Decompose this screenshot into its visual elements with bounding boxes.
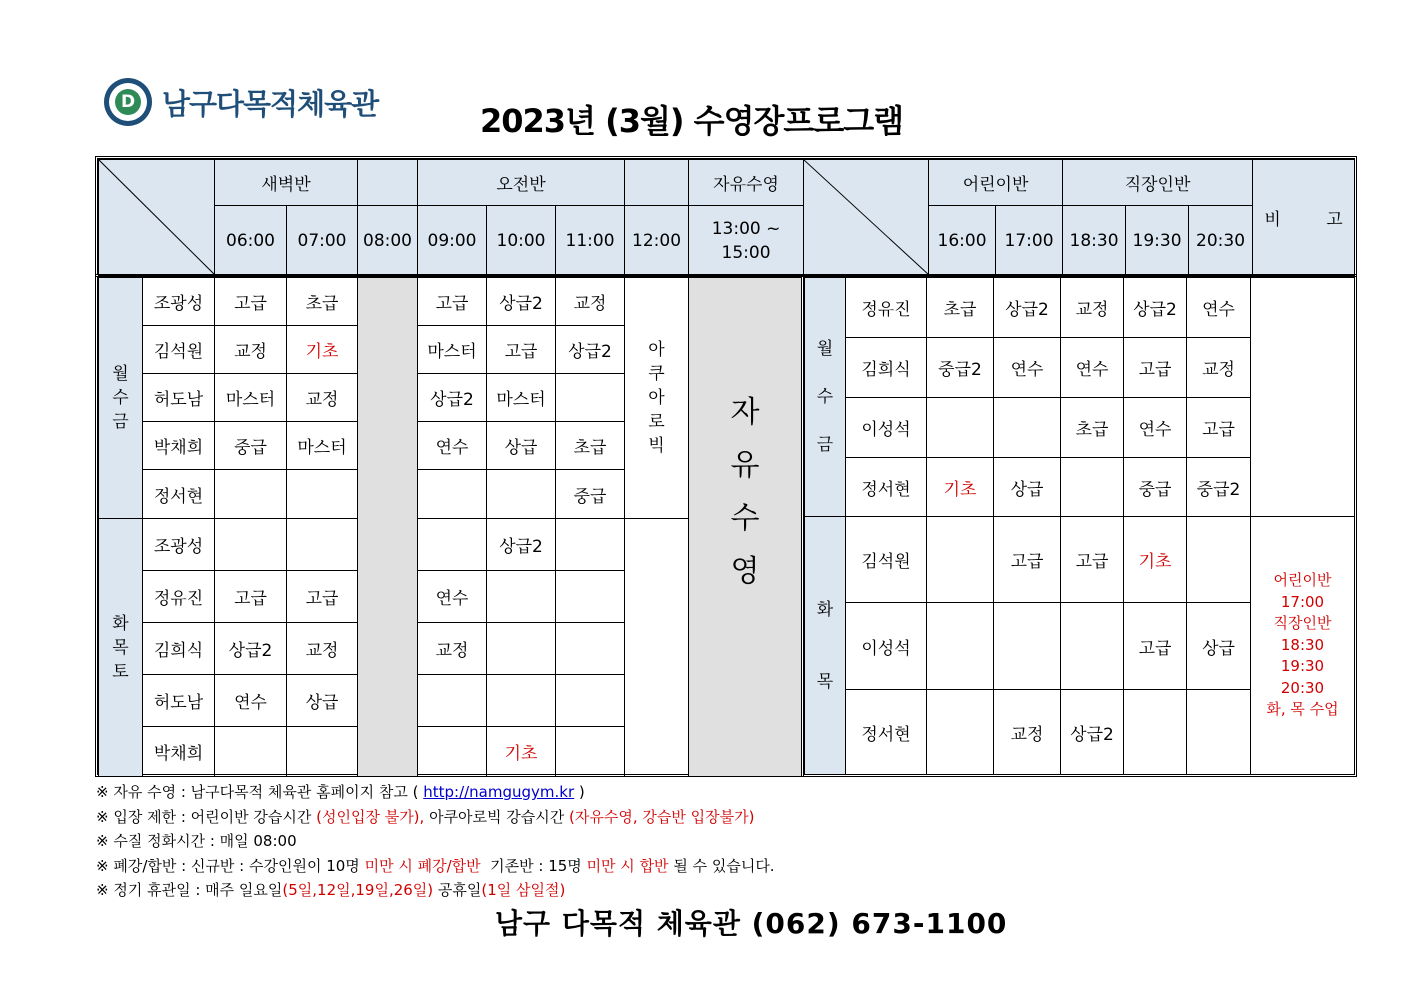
schedule-cell: 마스터 <box>487 374 556 422</box>
schedule-cell: 고급 <box>215 278 287 326</box>
instructor-name: 이성석 <box>846 603 927 690</box>
schedule-cell <box>215 470 287 519</box>
table-row <box>805 517 1355 603</box>
free-swim-cell: 자 유 수 영 <box>689 278 802 777</box>
morning-class-header: 오전반 <box>418 160 625 206</box>
instructor-name: 조광성 <box>143 519 215 571</box>
schedule-cell: 상급2 <box>1124 278 1187 338</box>
logo-name: 남구다목적체육관 <box>162 86 379 121</box>
remarks-header: 비 고 <box>1253 160 1355 276</box>
schedule-header <box>98 159 1355 276</box>
notes <box>96 780 775 903</box>
header-corner-left <box>99 160 215 276</box>
schedule-cell: 상급 <box>994 458 1061 517</box>
schedule-cell <box>215 727 287 777</box>
schedule-cell <box>487 470 556 519</box>
instructor-name: 박채희 <box>143 422 215 470</box>
day-label-mwf: 월 수 금 <box>805 278 846 517</box>
instructor-name: 김희식 <box>846 338 927 398</box>
note-highlight: (성인입장 불가), <box>316 807 425 826</box>
schedule-cell: 연수 <box>418 571 487 623</box>
schedule-cell: 상급 <box>287 675 358 727</box>
instructor-name: 김희식 <box>143 623 215 675</box>
time-header: 20:30 <box>1189 206 1253 276</box>
schedule-cell: 기초 <box>1124 517 1187 603</box>
schedule-cell <box>287 519 358 571</box>
schedule-cell <box>1124 690 1187 775</box>
instructor-name: 정서현 <box>846 690 927 775</box>
schedule-cell <box>418 727 487 777</box>
schedule-cell: 상급2 <box>487 278 556 326</box>
free-swim-header: 자유수영 <box>689 160 804 206</box>
schedule-cell: 교정 <box>287 623 358 675</box>
schedule-cell: 연수 <box>418 422 487 470</box>
note-water-treatment: ※ 수질 정화시간 : 매일 08:00 <box>96 832 297 850</box>
header-corner-right <box>804 160 929 276</box>
schedule-cell: 초급 <box>556 422 625 470</box>
schedule-cell: 중급 <box>215 422 287 470</box>
instructor-name: 정서현 <box>143 470 215 519</box>
schedule-cell: 고급 <box>1124 338 1187 398</box>
schedule-cell <box>1187 517 1251 603</box>
schedule-cell: 연수 <box>1124 398 1187 458</box>
schedule-cell <box>994 603 1061 690</box>
schedule-cell: 마스터 <box>287 422 358 470</box>
schedule-cell: 고급 <box>287 571 358 623</box>
instructor-name: 조광성 <box>143 278 215 326</box>
schedule-cell: 교정 <box>287 374 358 422</box>
schedule-cell <box>556 675 625 727</box>
time-header: 06:00 <box>215 206 287 276</box>
schedule-cell: 고급 <box>215 571 287 623</box>
schedule-cell: 교정 <box>418 623 487 675</box>
header-blank-1200 <box>625 160 689 206</box>
instructor-name: 김석원 <box>143 326 215 374</box>
schedule-cell <box>556 623 625 675</box>
free-swim-time: 13:00 ~ 15:00 <box>689 206 804 276</box>
schedule-cell <box>556 727 625 777</box>
day-label-tt: 화 목 <box>805 517 846 775</box>
schedule-cell: 상급 <box>1187 603 1251 690</box>
schedule-cell <box>1187 690 1251 775</box>
note-closed-days <box>96 878 775 903</box>
schedule-cell: 연수 <box>215 675 287 727</box>
schedule-cell: 상급2 <box>1061 690 1124 775</box>
schedule-cell <box>927 398 994 458</box>
schedule-cell <box>1061 603 1124 690</box>
schedule-cell: 교정 <box>1187 338 1251 398</box>
day-label-tts: 화 목 토 <box>99 519 143 777</box>
schedule-cell <box>1061 458 1124 517</box>
table-row <box>99 278 802 326</box>
header-blank-0800 <box>358 160 418 206</box>
schedule-cell <box>556 519 625 571</box>
schedule-cell: 교정 <box>1061 278 1124 338</box>
instructor-name: 박채희 <box>143 727 215 777</box>
schedule-cell <box>556 571 625 623</box>
homepage-link[interactable]: http://namgugym.kr <box>423 783 575 801</box>
left-schedule-table <box>98 277 802 777</box>
time-header: 16:00 <box>929 206 996 276</box>
schedule-cell: 고급 <box>418 278 487 326</box>
time-header: 09:00 <box>418 206 487 276</box>
time-header: 17:00 <box>996 206 1063 276</box>
instructor-name: 정유진 <box>846 278 927 338</box>
instructor-name: 허도남 <box>143 374 215 422</box>
schedule-cell: 고급 <box>1061 517 1124 603</box>
remarks-note: 어린이반 17:00 직장인반 18:30 19:30 20:30 화, 목 수업 <box>1251 517 1355 775</box>
note-free-swim <box>96 780 775 805</box>
schedule-cell <box>287 470 358 519</box>
schedule-cell <box>927 690 994 775</box>
dawn-class-header: 새벽반 <box>215 160 358 206</box>
schedule-cell: 마스터 <box>418 326 487 374</box>
logo <box>104 78 378 126</box>
schedule-cell: 중급2 <box>927 338 994 398</box>
table-row <box>805 278 1355 338</box>
schedule-cell: 중급2 <box>1187 458 1251 517</box>
schedule-cell: 고급 <box>487 326 556 374</box>
schedule-cell: 고급 <box>1124 603 1187 690</box>
schedule-cell: 상급2 <box>994 278 1061 338</box>
instructor-name: 정유진 <box>143 571 215 623</box>
remarks-blank <box>1251 278 1355 517</box>
schedule-cell: 교정 <box>556 278 625 326</box>
day-label-mwf: 월 수 금 <box>99 278 143 519</box>
schedule-cell <box>487 571 556 623</box>
note-text: ※ 정기 휴관일 : 매주 일요일 <box>96 881 283 899</box>
note-entry-restriction <box>96 805 775 830</box>
schedule-cell <box>418 675 487 727</box>
schedule-cell: 상급 <box>487 422 556 470</box>
instructor-name: 이성석 <box>846 398 927 458</box>
schedule-cell: 중급 <box>1124 458 1187 517</box>
schedule-cell <box>556 374 625 422</box>
time-header: 12:00 <box>625 206 689 276</box>
note-text: ※ 입장 제한 : 어린이반 강습시간 <box>96 807 317 826</box>
schedule-cell: 초급 <box>927 278 994 338</box>
schedule-cell <box>994 398 1061 458</box>
schedule-cell: 상급2 <box>418 374 487 422</box>
blank-1200 <box>625 519 689 777</box>
time-header: 19:30 <box>1126 206 1189 276</box>
schedule-cell: 기초 <box>287 326 358 374</box>
schedule-cell: 연수 <box>994 338 1061 398</box>
schedule-cell: 연수 <box>1187 278 1251 338</box>
aquarobic-cell: 아 쿠 아 로 빅 <box>625 278 689 519</box>
logo-emblem-icon: D <box>104 78 152 126</box>
page-title: 2023년 (3월) 수영장프로그램 <box>480 102 904 140</box>
schedule-cell <box>487 623 556 675</box>
footer-contact: 남구 다목적 체육관 (062) 673-1100 <box>495 907 1008 940</box>
schedule-cell: 고급 <box>1187 398 1251 458</box>
note-text: 공휴일 <box>433 881 482 899</box>
schedule-cell: 고급 <box>994 517 1061 603</box>
water-treatment-0800 <box>358 278 418 777</box>
note-text: 아쿠아로빅 강습시간 <box>424 807 570 826</box>
schedule-cell: 마스터 <box>215 374 287 422</box>
schedule-cell: 상급2 <box>487 519 556 571</box>
time-header: 07:00 <box>287 206 358 276</box>
schedule-cell: 기초 <box>487 727 556 777</box>
time-header: 11:00 <box>556 206 625 276</box>
note-text: 기존반 : 15명 <box>480 856 587 875</box>
schedule-cell <box>927 603 994 690</box>
note-text: ※ 자유 수영 : 남구다목적 체육관 홈페이지 참고 ( <box>96 783 424 801</box>
right-schedule-table <box>804 277 1355 775</box>
schedule-cell <box>927 517 994 603</box>
note-highlight: 미만 시 합반 <box>586 856 669 875</box>
note-highlight: (1일 삼일절) <box>481 881 566 899</box>
schedule-cell: 교정 <box>215 326 287 374</box>
schedule-cell: 교정 <box>994 690 1061 775</box>
instructor-name: 김석원 <box>846 517 927 603</box>
schedule-cell: 중급 <box>556 470 625 519</box>
schedule-cell: 기초 <box>927 458 994 517</box>
schedule-cell: 상급2 <box>556 326 625 374</box>
schedule-cell <box>215 519 287 571</box>
note-text: ※ 폐강/합반 : 신규반 : 수강인원이 10명 <box>96 856 365 875</box>
note-highlight: (자유수영, 강습반 입장불가) <box>569 807 755 826</box>
instructor-name: 허도남 <box>143 675 215 727</box>
schedule-cell: 연수 <box>1061 338 1124 398</box>
kids-class-header: 어린이반 <box>929 160 1063 206</box>
note-highlight: 미만 시 폐강/합반 <box>364 856 481 875</box>
schedule-cell <box>418 470 487 519</box>
time-header: 08:00 <box>358 206 418 276</box>
time-header: 18:30 <box>1063 206 1126 276</box>
schedule-cell <box>287 727 358 777</box>
schedule-cell <box>487 675 556 727</box>
note-highlight: (5일,12일,19일,26일) <box>282 881 434 899</box>
schedule-cell <box>418 519 487 571</box>
note-text: ) <box>574 783 585 801</box>
schedule-cell: 초급 <box>1061 398 1124 458</box>
time-header: 10:00 <box>487 206 556 276</box>
schedule-cell: 상급2 <box>215 623 287 675</box>
note-text: 될 수 있습니다. <box>668 856 775 875</box>
note-class-closure <box>96 854 775 879</box>
instructor-name: 정서현 <box>846 458 927 517</box>
schedule-cell: 초급 <box>287 278 358 326</box>
workers-class-header: 직장인반 <box>1063 160 1253 206</box>
